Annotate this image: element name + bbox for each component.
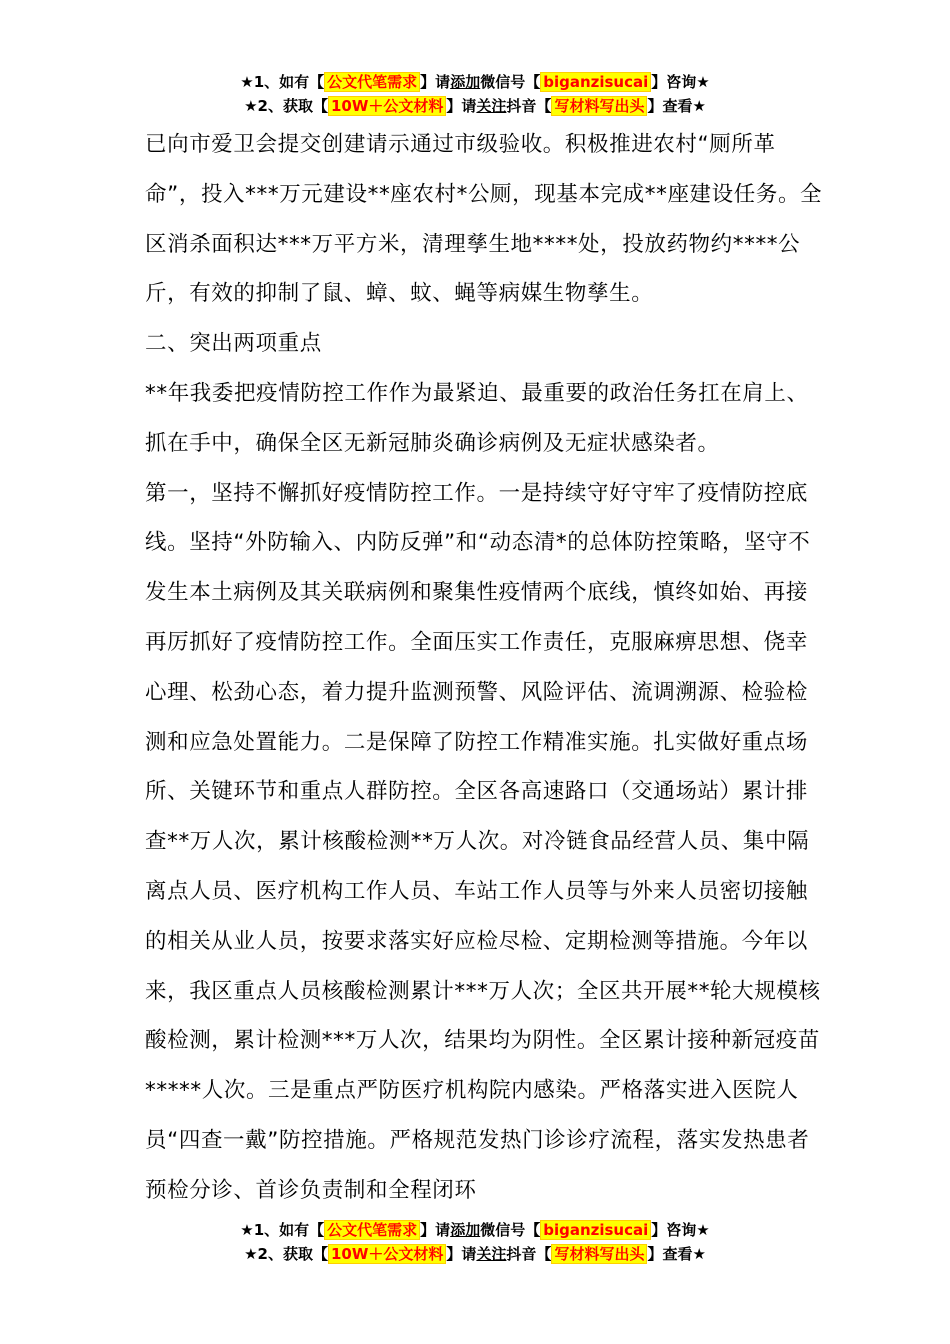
banner-highlight: biganzisucai [540,72,651,92]
banner-text: 】查看★ [647,1245,706,1263]
banner-highlight: 10W＋公文材料 [328,96,446,116]
banner-text: ★1、如有【 [240,73,325,91]
paragraph: **年我委把疫情防控工作作为最紧迫、最重要的政治任务扛在肩上、抓在手中，确保全区无新冠肺炎确诊病例及无症状感染者。 [145,380,809,456]
banner-highlight: 写材料写出头 [551,96,647,116]
banner-underline: 关注 [476,1245,507,1263]
banner-line-2 [0,94,950,118]
banner-text: ★2、获取【 [244,97,328,115]
banner-highlight: 写材料写出头 [551,1244,647,1264]
footer-banner [0,1218,950,1266]
banner-underline: 添加 [450,73,481,91]
banner-text: 】咨询★ [651,73,710,91]
banner-line-1 [0,1218,950,1242]
paragraph: 已向市爱卫会提交创建请示通过市级验收。积极推进农村“厕所革命”，投入***万元建设**座农村*公厕，现基本完成**座建设任务。全区消杀面积达***万平方米，清理孳生地****处，投放药物约****公斤，有效的抑制了鼠、蟑、蚊、蝇等病媒生物孳生。 [145,132,823,307]
banner-text: ★2、获取【 [244,1245,328,1263]
banner-text: 】请 [420,1221,451,1239]
document-body [145,120,825,1216]
paragraph: 第一，坚持不懈抓好疫情防控工作。一是持续守好守牢了疫情防控底线。坚持“外防输入、内防反弹”和“动态清*的总体防控策略，坚守不发生本土病例及其关联病例和聚集性疫情两个底线，慎终如始、再接再厉抓好了疫情防控工作。全面压实工作责任，克服麻痹思想、侥幸心理、松劲心态，着力提升监测预警、风险评估、流调溯源、检验检测和应急处置能力。二是保障了防控工作精准实施。扎实做好重点场所、关键环节和重点人群防控。全区各高速路口（交通场站）累计排查**万人次，累计核酸检测**万人次。对冷链食品经营人员、集中隔离点人员、医疗机构工作人员、车站工作人员等与外来人员密切接触的相关从业人员，按要求落实好应检尽检、定期检测等措施。今年以来，我区重点人员核酸检测累计***万人次；全区共开展**轮大规模核酸检测，累计检测***万人次，结果均为阴性。全区累计接种新冠疫苗*****人次。三是重点严防医疗机构院内感染。严格落实进入医院人员“四查一戴”防控措施。严格规范发热门诊诊疗流程，落实发热患者预检分诊、首诊负责制和全程闭环 [145,480,821,1203]
banner-text: 微信号【 [480,73,541,91]
banner-highlight: 公文代笔需求 [324,1220,420,1240]
banner-highlight: 10W＋公文材料 [328,1244,446,1264]
banner-text: 微信号【 [480,1221,541,1239]
banner-text: 抖音【 [506,1245,552,1263]
banner-underline: 关注 [476,97,507,115]
banner-highlight: 公文代笔需求 [324,72,420,92]
banner-highlight: biganzisucai [540,1220,651,1240]
banner-text: 】请 [446,1245,477,1263]
banner-text: 】查看★ [647,97,706,115]
banner-text: ★1、如有【 [240,1221,325,1239]
banner-text: 】咨询★ [651,1221,710,1239]
section-heading: 二、突出两项重点 [145,331,322,357]
header-banner [0,70,950,118]
banner-line-1 [0,70,950,94]
banner-line-2 [0,1242,950,1266]
banner-underline: 添加 [450,1221,481,1239]
banner-text: 】请 [446,97,477,115]
banner-text: 抖音【 [506,97,552,115]
banner-text: 】请 [420,73,451,91]
